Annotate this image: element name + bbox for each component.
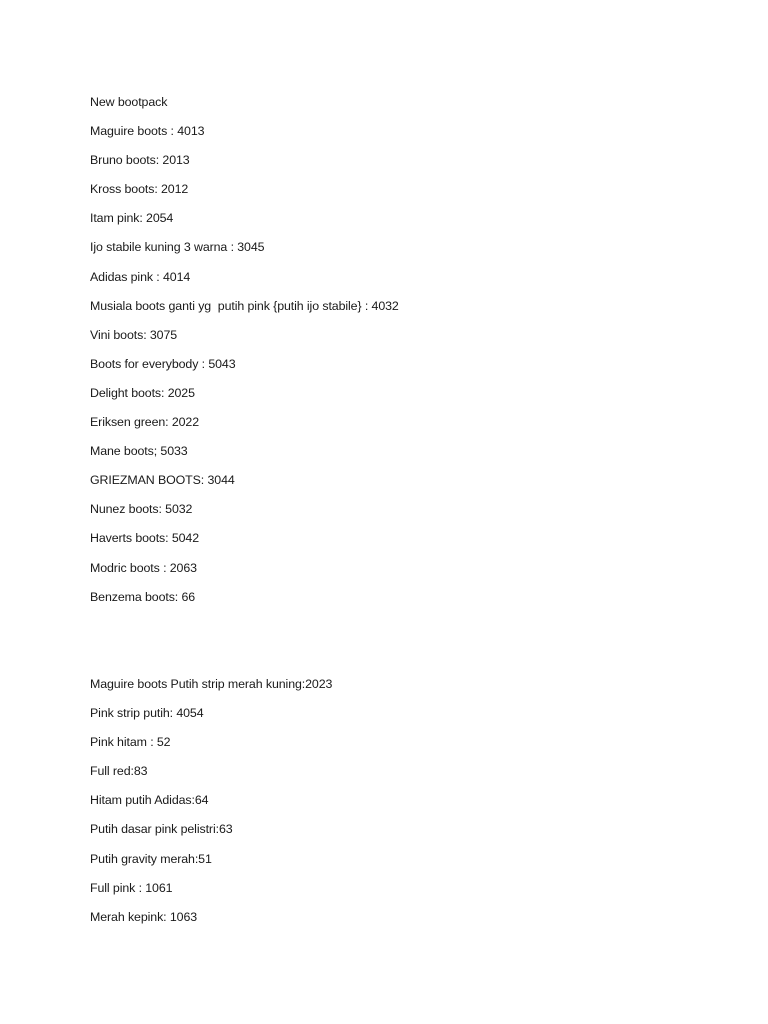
list-line: Modric boots : 2063 <box>90 560 197 575</box>
list-line: Itam pink: 2054 <box>90 211 174 226</box>
list-line: Merah kepink: 1063 <box>90 909 198 924</box>
list-line: Putih gravity merah:51 <box>90 851 212 866</box>
list-line: Haverts boots: 5042 <box>90 531 199 546</box>
list-line: Putih dasar pink pelistri:63 <box>90 822 233 837</box>
list-line: Hitam putih Adidas:64 <box>90 793 209 808</box>
boot-list-section-2 <box>90 675 332 937</box>
list-line: Maguire boots : 4013 <box>90 124 205 139</box>
list-line: Bruno boots: 2013 <box>90 153 190 168</box>
list-line: Maguire boots Putih strip merah kuning:2023 <box>90 677 333 691</box>
list-line: New bootpack <box>90 95 168 109</box>
list-line: Pink strip putih: 4054 <box>90 706 204 721</box>
list-line: Mane boots; 5033 <box>90 444 188 459</box>
list-line: Full red:83 <box>90 764 148 779</box>
list-line: Pink hitam : 52 <box>90 735 171 750</box>
list-line: Full pink : 1061 <box>90 880 173 895</box>
list-line: Delight boots: 2025 <box>90 385 195 400</box>
list-line: Musiala boots ganti yg putih pink {putih ijo stabile} : 4032 <box>90 298 399 313</box>
list-line: Benzema boots: 66 <box>90 589 196 604</box>
list-line: Eriksen green: 2022 <box>90 415 199 430</box>
list-line: GRIEZMAN BOOTS: 3044 <box>90 473 235 488</box>
list-line: Vini boots: 3075 <box>90 327 178 342</box>
list-line: Boots for everybody : 5043 <box>90 356 236 371</box>
boot-list-section-1 <box>90 93 399 617</box>
list-line: Kross boots: 2012 <box>90 182 189 197</box>
list-line: Ijo stabile kuning 3 warna : 3045 <box>90 240 265 255</box>
list-line: Adidas pink : 4014 <box>90 269 191 284</box>
list-line: Nunez boots: 5032 <box>90 502 193 517</box>
